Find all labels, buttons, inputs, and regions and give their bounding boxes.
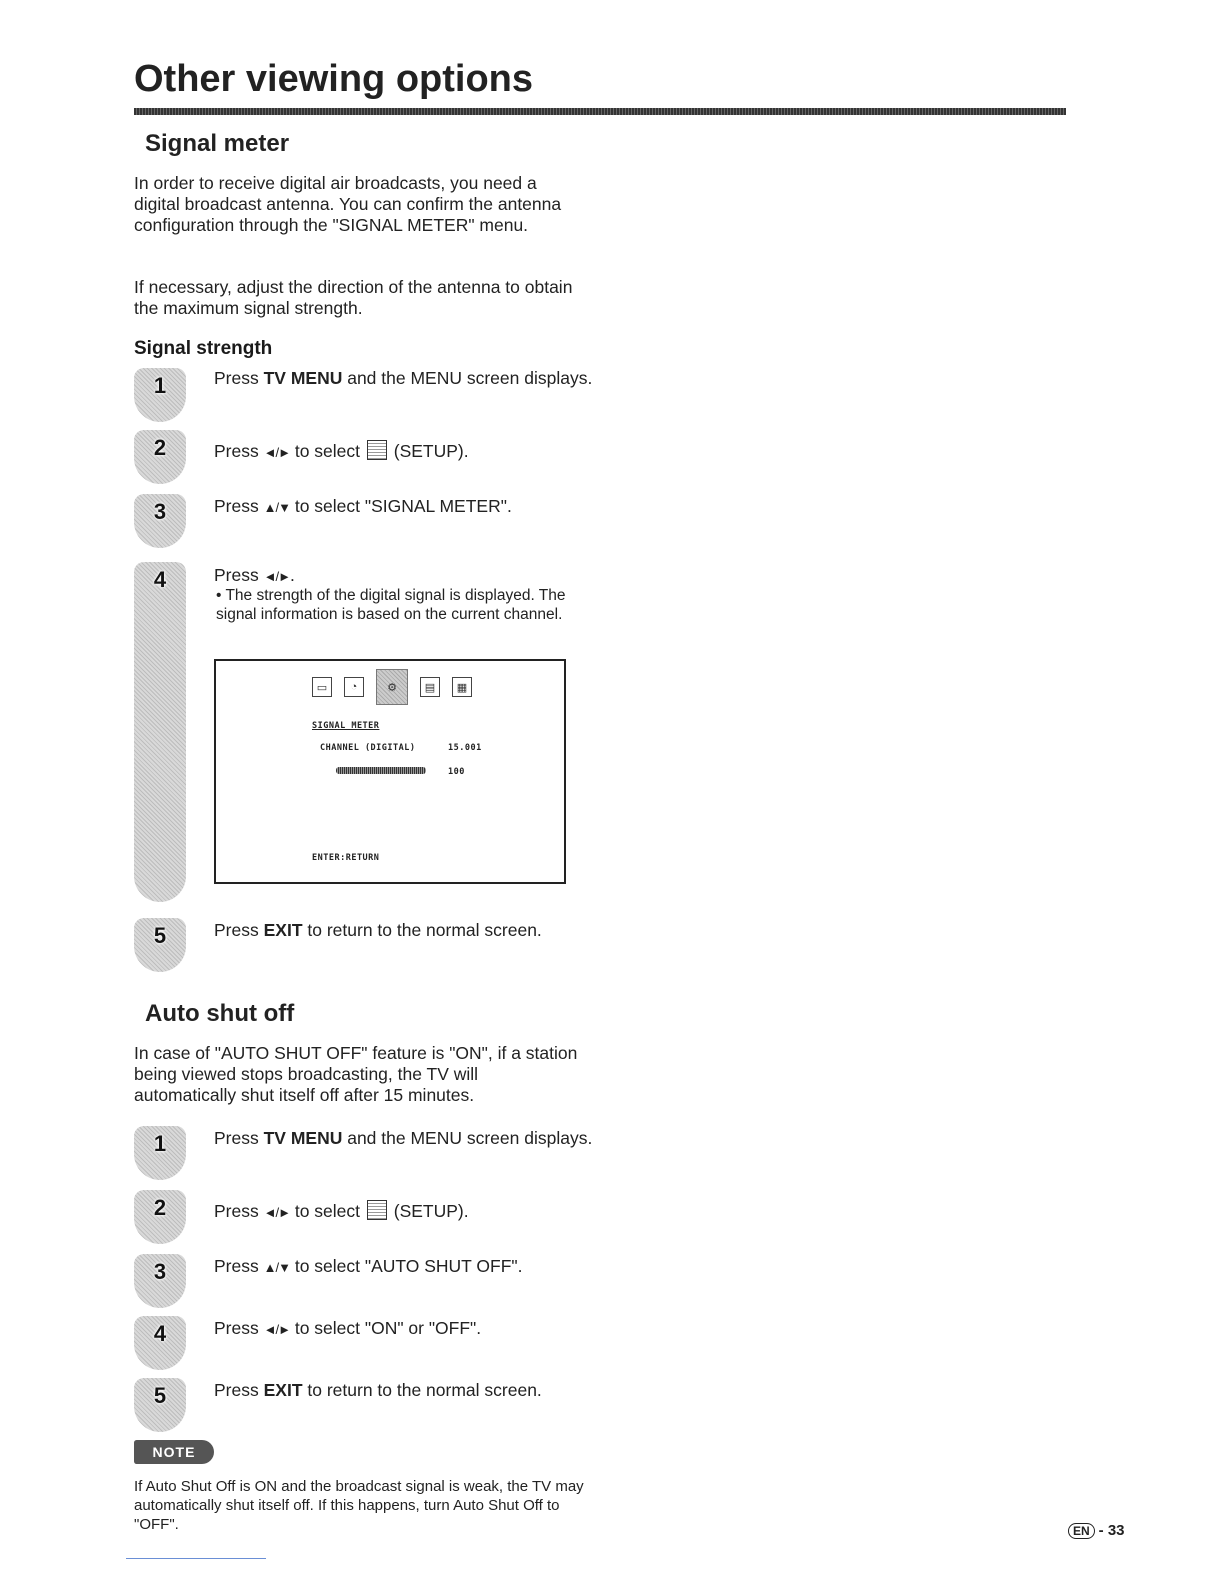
language-badge: EN bbox=[1068, 1523, 1095, 1539]
osd-channel-label: CHANNEL (DIGITAL) bbox=[320, 743, 416, 753]
step-badge: 4 bbox=[134, 562, 186, 902]
signal-strength-bar bbox=[336, 767, 426, 774]
auto-shut-off-heading: Auto shut off bbox=[145, 1000, 295, 1027]
up-down-arrows-icon: ▲/▼ bbox=[263, 1260, 290, 1275]
step-text: Press ▲/▼ to select "AUTO SHUT OFF". bbox=[214, 1256, 523, 1276]
note-badge: NOTE bbox=[134, 1440, 214, 1464]
step-text: Press ▲/▼ to select "SIGNAL METER". bbox=[214, 496, 512, 516]
signal-strength-heading: Signal strength bbox=[134, 338, 273, 359]
step-badge: 4 bbox=[134, 1316, 186, 1370]
step-badge: 5 bbox=[134, 1378, 186, 1432]
setup-icon bbox=[367, 1200, 387, 1220]
signal-meter-adjust: If necessary, adjust the direction of the antenna to obtain the maximum signal strength. bbox=[134, 277, 573, 318]
signal-meter-intro: In order to receive digital air broadcasts, you need a digital broadcast antenna. You can confirm the antenna configuration through the "SIGNAL METER" menu. bbox=[134, 173, 562, 235]
note-text: If Auto Shut Off is ON and the broadcast signal is weak, the TV may automatically shut itself off. If this happens, turn Auto Shut Off to "OFF". bbox=[134, 1478, 584, 1533]
osd-footer: ENTER:RETURN bbox=[312, 853, 380, 863]
step-text: Press EXIT to return to the normal screen. bbox=[214, 920, 542, 940]
step-text: Press EXIT to return to the normal screen. bbox=[214, 1380, 542, 1400]
audio-icon: ◔ bbox=[344, 677, 364, 697]
step-text: Press TV MENU and the MENU screen displays. bbox=[214, 1128, 593, 1148]
page-number-value: - 33 bbox=[1098, 1522, 1125, 1539]
osd-menu-icons bbox=[312, 677, 472, 705]
option-icon: ▤ bbox=[420, 677, 440, 697]
step-text: Press ◄/► to select (SETUP). bbox=[214, 441, 469, 461]
signal-meter-heading: Signal meter bbox=[145, 130, 290, 157]
step-bullet: • The strength of the digital signal is displayed. The signal information is based on the current channel. bbox=[216, 587, 566, 623]
step-badge: 1 bbox=[134, 368, 186, 422]
page-number bbox=[1068, 1522, 1125, 1539]
step-badge: 2 bbox=[134, 1190, 186, 1244]
step-text: Press TV MENU and the MENU screen displays. bbox=[214, 368, 593, 388]
step-badge: 3 bbox=[134, 494, 186, 548]
step-text: Press ◄/► to select (SETUP). bbox=[214, 1201, 469, 1221]
step-badge: 2 bbox=[134, 430, 186, 484]
up-down-arrows-icon: ▲/▼ bbox=[263, 500, 290, 515]
bottom-rule bbox=[126, 1558, 266, 1559]
step-badge: 3 bbox=[134, 1254, 186, 1308]
step-badge: 1 bbox=[134, 1126, 186, 1180]
digital-setup-icon: ▦ bbox=[452, 677, 472, 697]
osd-title: SIGNAL METER bbox=[312, 721, 380, 731]
step-text: Press ◄/►. bbox=[214, 565, 295, 585]
left-right-arrows-icon: ◄/► bbox=[263, 569, 290, 584]
signal-meter-screen bbox=[214, 659, 566, 884]
setup-icon bbox=[367, 440, 387, 460]
step-badge: 5 bbox=[134, 918, 186, 972]
osd-channel-value: 15.001 bbox=[448, 743, 482, 753]
left-right-arrows-icon: ◄/► bbox=[263, 445, 290, 460]
left-right-arrows-icon: ◄/► bbox=[263, 1205, 290, 1220]
osd-bar-value: 100 bbox=[448, 767, 465, 777]
page-title: Other viewing options bbox=[134, 58, 534, 100]
step-text: Press ◄/► to select "ON" or "OFF". bbox=[214, 1318, 482, 1338]
left-right-arrows-icon: ◄/► bbox=[263, 1322, 290, 1337]
setup-icon: ⚙ bbox=[376, 669, 408, 705]
auto-shut-off-intro: In case of "AUTO SHUT OFF" feature is "ON", if a station being viewed stops broadcasting, the TV will automatically shut itself off after 15 minutes. bbox=[134, 1043, 578, 1105]
title-rule bbox=[134, 108, 1066, 115]
picture-icon: ▭ bbox=[312, 677, 332, 697]
